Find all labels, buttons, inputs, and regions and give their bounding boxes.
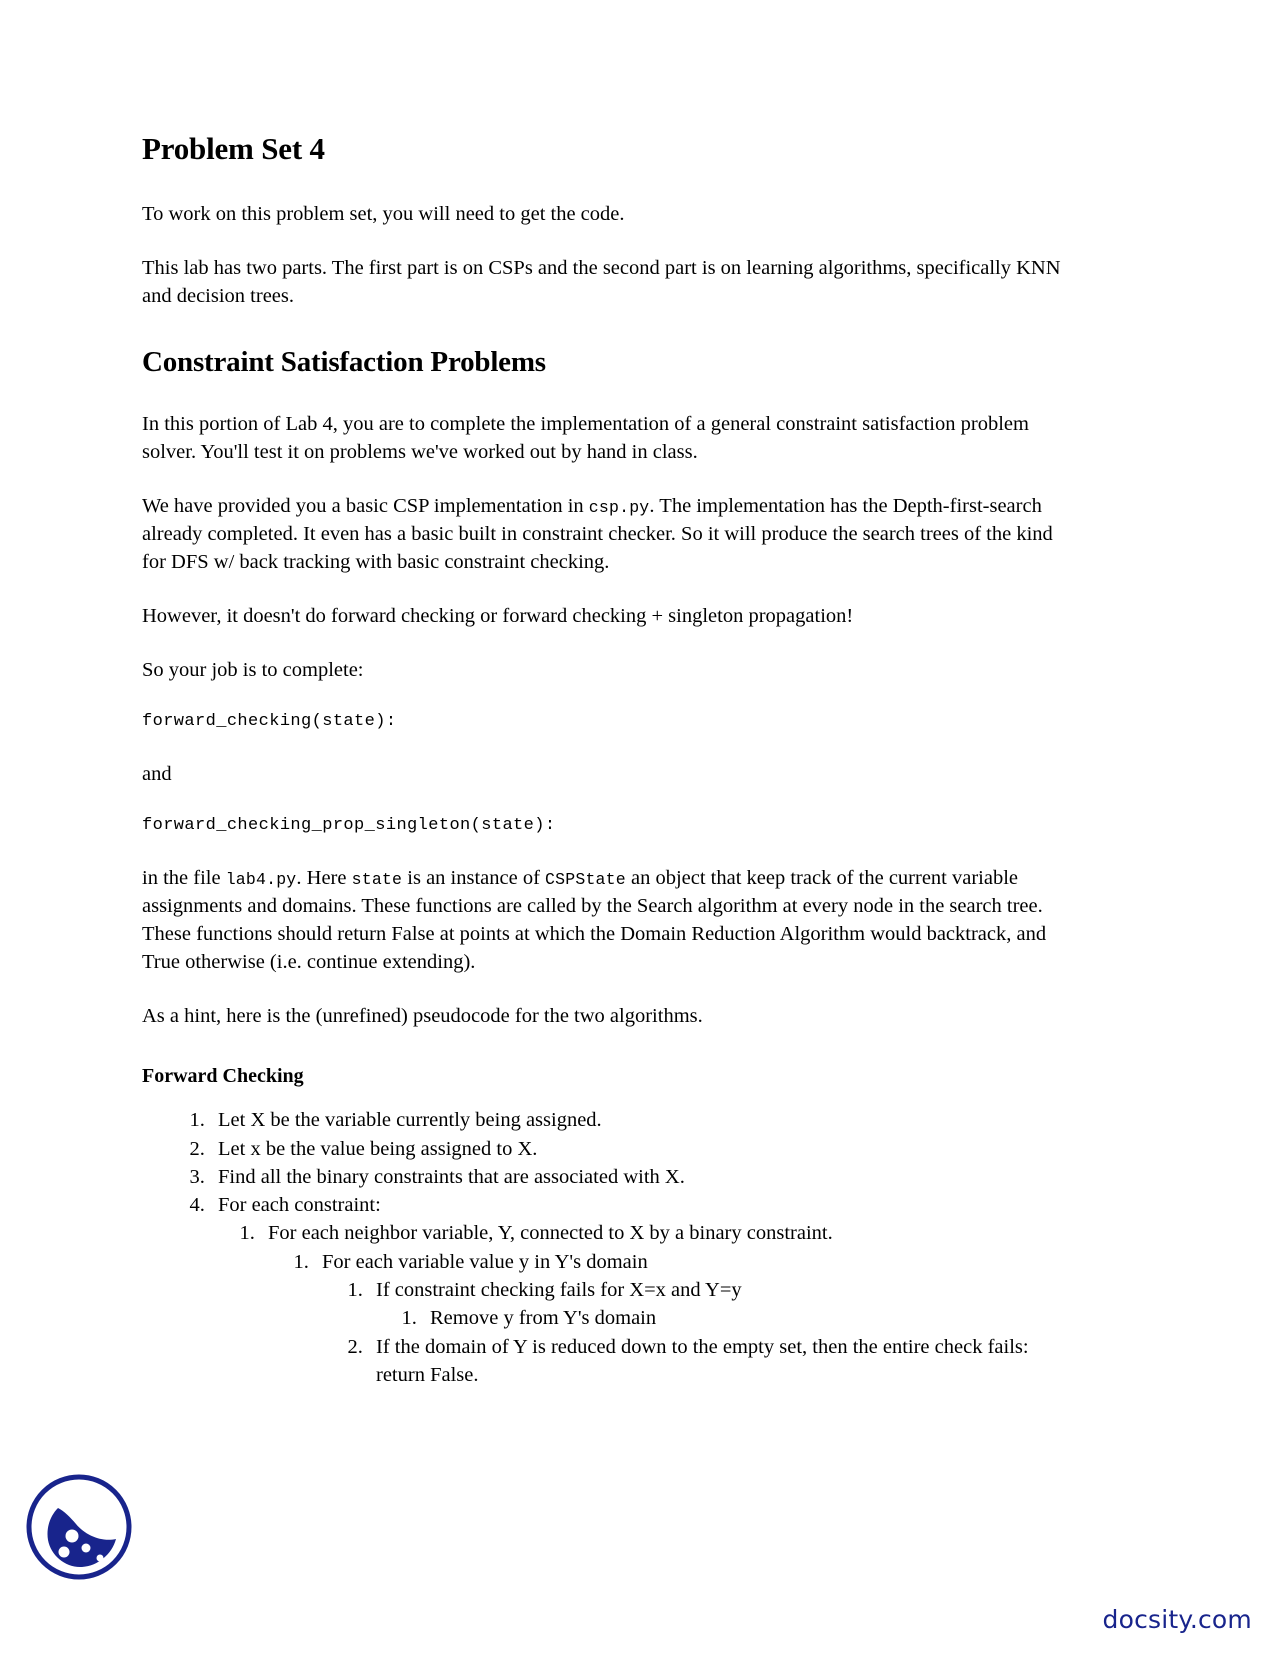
csp-paragraph-3: However, it doesn't do forward checking or forward checking + singleton propagation! (142, 605, 854, 628)
csp-p5-text-1: in the file (142, 866, 226, 889)
csp-paragraph-2 (142, 492, 1062, 576)
inline-code-cspstate: CSPState (545, 869, 626, 889)
forward-checking-steps-list (142, 1106, 1062, 1389)
csp-paragraph-1: In this portion of Lab 4, you are to complete the implementation of a general constraint satisfaction problem solver. You'll test it on problems we've worked out by hand in class. (142, 412, 1029, 463)
docsity-watermark-text: docsity.com (1102, 1605, 1252, 1634)
forward-checking-substeps-level5 (376, 1304, 1062, 1332)
list-item-label: For each variable value y in Y's domain (322, 1250, 648, 1273)
list-item (210, 1191, 1062, 1389)
csp-p5-text-4: an object that keep track of the current variable assignments and domains. These functions are called by the Search algorithm at every node in the search tree. These functions should return False at points at which the Domain Reduction Algorithm would backtrack, and True otherwise (i.e. continue extending). (142, 866, 1047, 974)
intro-paragraph-1: To work on this problem set, you will need to get the code. (142, 203, 625, 226)
forward-checking-substeps-level2 (218, 1219, 1062, 1389)
csp-p2-text-after: . The implementation has the Depth-first-search already completed. It even has a basic built in constraint checker. So it will produce the search trees of the kind for DFS w/ back tracking with basic constraint checking. (142, 494, 1053, 573)
code-block-forward-checking-prop-singleton: forward_checking_prop_singleton(state): (142, 816, 556, 836)
list-item: 2. Let x be the value being assigned to X. (210, 1135, 1062, 1163)
inline-code-lab4-py: lab4.py (225, 869, 297, 889)
list-item (260, 1219, 1062, 1389)
conjunction-and: and (142, 763, 172, 786)
list-item (314, 1248, 1062, 1389)
csp-p5-text-2: . Here (296, 866, 352, 889)
csp-paragraph-4: So your job is to complete: (142, 659, 364, 682)
csp-p2-text-before: We have provided you a basic CSP implementation in (142, 494, 589, 517)
docsity-cookie-logo (24, 1472, 134, 1582)
intro-paragraph-2: This lab has two parts. The first part is on CSPs and the second part is on learning algorithms, specifically KNN and decision trees. (142, 257, 1061, 308)
section-heading-csp: Constraint Satisfaction Problems (142, 346, 546, 379)
forward-checking-substeps-level4 (322, 1276, 1062, 1389)
list-item: 2. If the domain of Y is reduced down to the empty set, then the entire check fails: return False. (368, 1333, 1062, 1390)
inline-code-csp-py: csp.py (588, 497, 650, 517)
list-item-label: For each constraint: (218, 1194, 381, 1217)
forward-checking-substeps-level3 (268, 1248, 1062, 1389)
list-item: 1. Remove y from Y's domain (422, 1304, 1062, 1332)
list-item: 3. Find all the binary constraints that are associated with X. (210, 1163, 1062, 1191)
csp-paragraph-6: As a hint, here is the (unrefined) pseudocode for the two algorithms. (142, 1005, 703, 1028)
code-block-forward-checking: forward_checking(state): (142, 712, 397, 732)
inline-code-state: state (351, 869, 403, 889)
document-content (142, 132, 1062, 1389)
list-item-label: If constraint checking fails for X=x and Y=y (376, 1278, 742, 1301)
list-item-label: For each neighbor variable, Y, connected to X by a binary constraint. (268, 1222, 833, 1245)
list-item: 1. Let X be the variable currently being assigned. (210, 1106, 1062, 1134)
csp-p5-text-3: is an instance of (402, 866, 546, 889)
csp-paragraph-5 (142, 864, 1062, 976)
page-title: Problem Set 4 (142, 131, 325, 166)
subsection-heading-forward-checking: Forward Checking (142, 1065, 304, 1088)
list-item (368, 1276, 1062, 1333)
